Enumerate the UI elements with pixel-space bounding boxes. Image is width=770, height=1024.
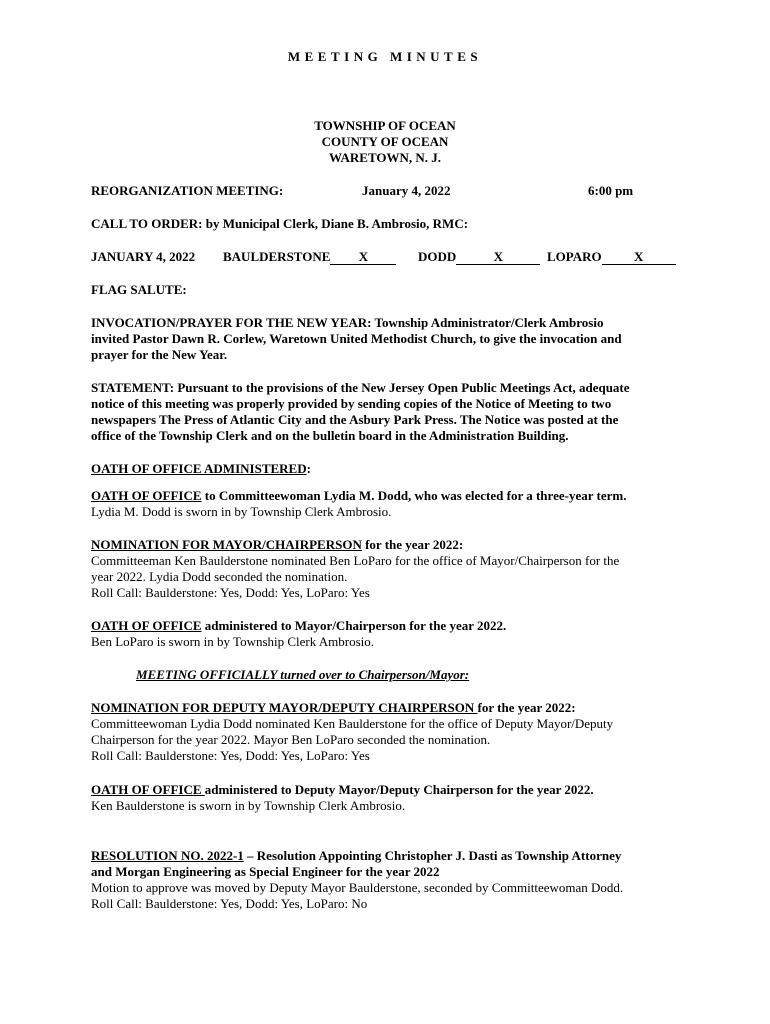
oath-section-colon: : bbox=[306, 461, 311, 476]
roll-member-dodd bbox=[418, 249, 540, 265]
oath-dodd-rest: to Committeewoman Lydia M. Dodd, who was elected for a three-year term. bbox=[201, 488, 627, 503]
invocation-line: INVOCATION/PRAYER FOR THE NEW YEAR: Township Administrator/Clerk Ambrosio bbox=[91, 315, 604, 330]
oath-deputy-title: OATH OF OFFICE bbox=[91, 782, 205, 797]
invocation-line: prayer for the New Year. bbox=[91, 347, 228, 362]
nom-mayor-title: NOMINATION FOR MAYOR/CHAIRPERSON bbox=[91, 537, 362, 552]
nom-mayor-rollcall: Roll Call: Baulderstone: Yes, Dodd: Yes, LoParo: Yes bbox=[91, 585, 370, 600]
meeting-date: January 4, 2022 bbox=[362, 183, 451, 198]
meeting-type: REORGANIZATION MEETING: bbox=[91, 183, 284, 198]
nom-deputy-body: Committeewoman Lydia Dodd nominated Ken Baulderstone for the office of Deputy Mayor/Deputy bbox=[91, 716, 614, 731]
roll-member-name: BAULDERSTONE bbox=[223, 249, 331, 264]
oath-mayor-heading bbox=[91, 618, 506, 634]
meeting-time: 6:00 pm bbox=[588, 183, 634, 198]
oath-mayor-body: Ben LoParo is sworn in by Township Clerk Ambrosio. bbox=[91, 634, 375, 649]
roll-member-name: LOPARO bbox=[547, 249, 602, 264]
oath-dodd-body: Lydia M. Dodd is sworn in by Township Clerk Ambrosio. bbox=[91, 504, 392, 519]
document-title: MEETING MINUTES bbox=[287, 49, 483, 64]
statement-line: newspapers The Press of Atlantic City and the Asbury Park Press. The Notice was posted at the bbox=[91, 412, 619, 427]
resolution-rest: – Resolution Appointing Christopher J. Dasti as Township Attorney bbox=[243, 848, 622, 863]
call-to-order: CALL TO ORDER: by Municipal Clerk, Diane B. Ambrosio, RMC: bbox=[91, 216, 469, 231]
roll-member-mark: X bbox=[456, 250, 540, 265]
resolution-heading-line2: and Morgan Engineering as Special Engineer for the year 2022 bbox=[91, 864, 440, 879]
oath-dodd-title: OATH OF OFFICE bbox=[91, 488, 202, 503]
nom-deputy-title: NOMINATION FOR DEPUTY MAYOR/DEPUTY CHAIRPERSON bbox=[91, 700, 478, 715]
oath-section-title: OATH OF OFFICE ADMINISTERED bbox=[91, 461, 307, 476]
nom-deputy-body: Chairperson for the year 2022. Mayor Ben LoParo seconded the nomination. bbox=[91, 732, 491, 747]
roll-date: JANUARY 4, 2022 bbox=[91, 249, 196, 264]
nom-deputy-heading bbox=[91, 700, 576, 716]
org-name: TOWNSHIP OF OCEAN bbox=[314, 118, 456, 133]
roll-member-name: DODD bbox=[418, 249, 457, 264]
resolution-title: RESOLUTION NO. 2022-1 bbox=[91, 848, 244, 863]
roll-member-loparo bbox=[547, 249, 676, 265]
nom-deputy-rollcall: Roll Call: Baulderstone: Yes, Dodd: Yes, LoParo: Yes bbox=[91, 748, 370, 763]
statement-line: notice of this meeting was properly provided by sending copies of the Notice of Meeting to two bbox=[91, 396, 612, 411]
roll-member-mark: X bbox=[330, 250, 396, 265]
nom-mayor-body: Committeeman Ken Baulderstone nominated Ben LoParo for the office of Mayor/Chairperson for the bbox=[91, 553, 620, 568]
nom-mayor-rest: for the year 2022: bbox=[361, 537, 464, 552]
oath-section-heading bbox=[91, 461, 311, 477]
oath-deputy-rest: administered to Deputy Mayor/Deputy Chairperson for the year 2022. bbox=[204, 782, 594, 797]
invocation-line: invited Pastor Dawn R. Corlew, Waretown United Methodist Church, to give the invocation and bbox=[91, 331, 622, 346]
org-location: WARETOWN, N. J. bbox=[328, 150, 442, 165]
statement-line: office of the Township Clerk and on the bulletin board in the Administration Building. bbox=[91, 428, 569, 443]
oath-mayor-title: OATH OF OFFICE bbox=[91, 618, 202, 633]
org-county: COUNTY OF OCEAN bbox=[321, 134, 449, 149]
resolution-heading bbox=[91, 848, 621, 864]
roll-member-mark: X bbox=[602, 250, 676, 265]
oath-mayor-rest: administered to Mayor/Chairperson for the year 2022. bbox=[201, 618, 507, 633]
nom-deputy-rest: for the year 2022: bbox=[477, 700, 576, 715]
resolution-motion: Motion to approve was moved by Deputy Mayor Baulderstone, seconded by Committeewoman Dodd. bbox=[91, 880, 624, 895]
nom-mayor-heading bbox=[91, 537, 463, 553]
oath-dodd-heading bbox=[91, 488, 626, 504]
oath-deputy-body: Ken Baulderstone is sworn in by Township Clerk Ambrosio. bbox=[91, 798, 406, 813]
resolution-rollcall: Roll Call: Baulderstone: Yes, Dodd: Yes, LoParo: No bbox=[91, 896, 368, 911]
statement-line: STATEMENT: Pursuant to the provisions of the New Jersey Open Public Meetings Act, adequate bbox=[91, 380, 630, 395]
nom-mayor-body: year 2022. Lydia Dodd seconded the nomination. bbox=[91, 569, 348, 584]
roll-member-baulderstone bbox=[223, 249, 396, 265]
turned-over-notice: MEETING OFFICIALLY turned over to Chairperson/Mayor: bbox=[136, 667, 470, 682]
oath-deputy-heading bbox=[91, 782, 594, 798]
flag-salute: FLAG SALUTE: bbox=[91, 282, 187, 297]
